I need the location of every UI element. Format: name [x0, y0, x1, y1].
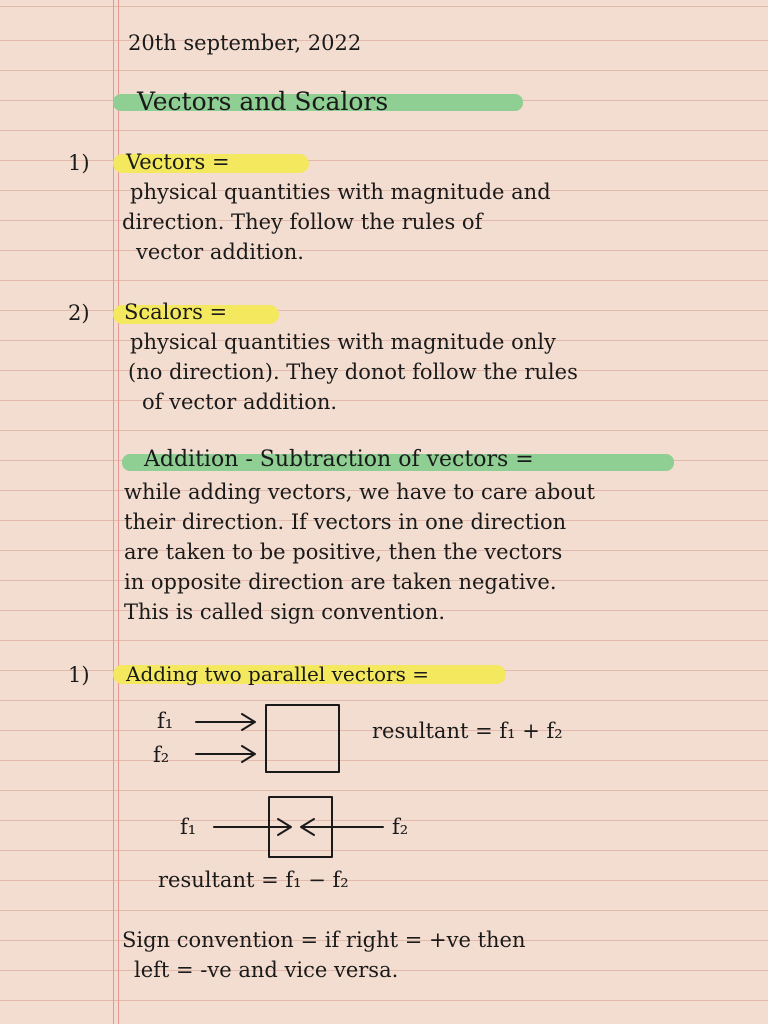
- sign-convention-line-1: Sign convention = if right = +ve then: [122, 928, 526, 952]
- section-1-heading: Vectors =: [126, 150, 230, 174]
- section-1-line-3: vector addition.: [136, 240, 304, 264]
- diagram1-label-f1: f₁: [157, 709, 174, 733]
- subtopic-line-1: while adding vectors, we have to care about: [124, 480, 595, 504]
- subtopic-line-4: in opposite direction are taken negative.: [124, 570, 557, 594]
- diagram1-resultant: resultant = f₁ + f₂: [372, 719, 563, 743]
- diagram2-resultant: resultant = f₁ − f₂: [158, 868, 349, 892]
- parallel-number: 1): [68, 663, 90, 687]
- diagram2-label-f1: f₁: [180, 815, 197, 839]
- sign-convention-line-2: left = -ve and vice versa.: [134, 958, 399, 982]
- subtopic-line-3: are taken to be positive, then the vectors: [124, 540, 563, 564]
- parallel-heading: Adding two parallel vectors =: [126, 662, 429, 686]
- page-title: Vectors and Scalors: [137, 87, 389, 116]
- date: 20th september, 2022: [128, 31, 362, 55]
- subtopic-line-2: their direction. If vectors in one direction: [124, 510, 567, 534]
- diagram1-box: [266, 705, 339, 772]
- section-1-line-2: direction. They follow the rules of: [122, 210, 483, 234]
- diagram2-label-f2: f₂: [392, 815, 409, 839]
- section-2-number: 2): [68, 301, 90, 325]
- section-2-line-1: physical quantities with magnitude only: [130, 330, 556, 354]
- section-1-line-1: physical quantities with magnitude and: [130, 180, 551, 204]
- section-2-line-3: of vector addition.: [142, 390, 338, 414]
- diagram1-label-f2: f₂: [153, 743, 170, 767]
- section-2-heading: Scalors =: [124, 300, 228, 324]
- section-1-number: 1): [68, 151, 90, 175]
- section-2-line-2: (no direction). They donot follow the rules: [128, 360, 578, 384]
- subtopic-line-5: This is called sign convention.: [124, 600, 446, 624]
- subtopic-heading: Addition - Subtraction of vectors =: [144, 447, 534, 472]
